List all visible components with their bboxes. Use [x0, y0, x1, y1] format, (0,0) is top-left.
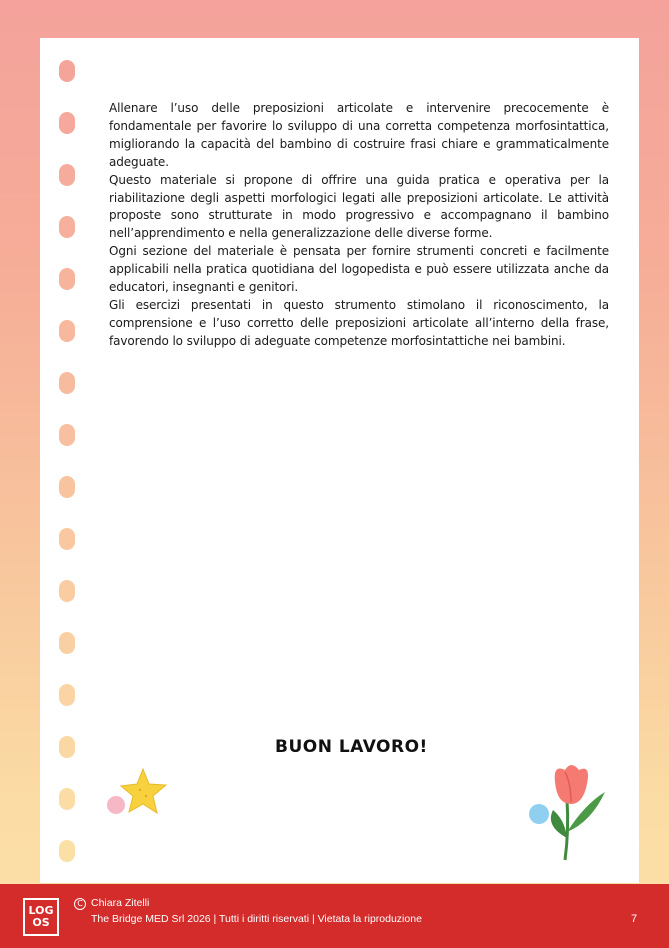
blue-dot-icon — [529, 804, 549, 824]
binder-hole — [59, 372, 75, 394]
binder-hole — [59, 268, 75, 290]
pink-dot-icon — [107, 796, 125, 814]
star-icon — [121, 769, 166, 813]
binder-hole — [59, 528, 75, 550]
binder-hole — [59, 164, 75, 186]
binder-hole — [59, 788, 75, 810]
closing-text: BUON LAVORO! — [275, 737, 428, 757]
tulip-decoration — [525, 760, 615, 865]
binder-hole — [59, 840, 75, 862]
binder-hole — [59, 60, 75, 82]
copyright-icon: C — [74, 898, 86, 910]
author-name: Chiara Zitelli — [91, 897, 150, 909]
binder-hole — [59, 320, 75, 342]
intro-text — [109, 100, 609, 351]
binder-hole — [59, 424, 75, 446]
footer — [0, 884, 669, 948]
binder-hole — [59, 216, 75, 238]
page-number: 7 — [631, 913, 638, 925]
binder-hole — [59, 736, 75, 758]
rights-text: The Bridge MED Srl 2026 | Tutti i diritti riservati | Vietata la riproduzione — [91, 913, 422, 925]
logo-line-1: LOG — [28, 904, 54, 917]
binder-hole — [59, 476, 75, 498]
star-decoration — [100, 765, 175, 820]
paragraph-3: Ogni sezione del materiale è pensata per fornire strumenti concreti e facilmente applicabili nella pratica quotidiana del logopedista e può essere utilizzata anche da educatori, insegnanti e genitori. — [109, 244, 609, 295]
binder-hole — [59, 580, 75, 602]
logo-line-2: OS — [32, 916, 50, 929]
paragraph-1: Allenare l’uso delle preposizioni articolate e intervenire precocemente è fondamentale per favorire lo sviluppo di una corretta competenza morfosintattica, migliorando la capacità del bambino di costruire frasi chiare e grammaticalmente adeguate. — [109, 101, 609, 169]
paragraph-4: Gli esercizi presentati in questo strumento stimolano il riconoscimento, la comprensione e l’uso corretto delle preposizioni articolate all’interno della frase, favorendo lo sviluppo di adeguate competenze morfosintattiche nei bambini. — [109, 297, 609, 348]
paragraph-2: Questo materiale si propone di offrire una guida pratica e operativa per la riabilitazione degli aspetti morfologici legati alle preposizioni articolate. Le attività proposte sono strutturate in modo progressivo e accompagnano il bambino nell’apprendimento e nella generalizzazione delle diverse forme. — [109, 172, 609, 241]
binder-hole — [59, 112, 75, 134]
binder-hole — [59, 684, 75, 706]
binder-hole — [59, 632, 75, 654]
logos-logo — [23, 898, 59, 936]
tulip-icon — [551, 765, 605, 860]
